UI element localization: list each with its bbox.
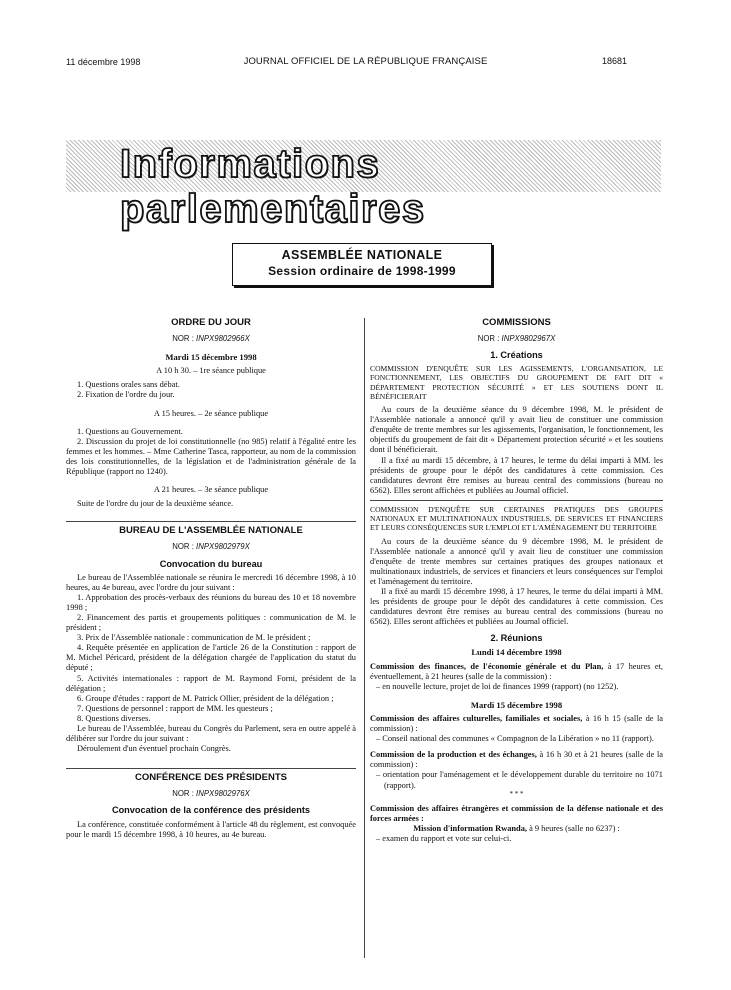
- production-item: – orientation pour l'aménagement et le développement durable du territoire no 1071 (rapport).: [376, 770, 663, 790]
- divider: [66, 521, 356, 522]
- culture-commission: [370, 714, 663, 734]
- bureau-subtitle: Convocation du bureau: [159, 558, 263, 569]
- mission-rwanda: [370, 824, 663, 834]
- header-journal-title: JOURNAL OFFICIEL DE LA RÉPUBLIQUE FRANÇAISE: [243, 56, 488, 67]
- nor-label: NOR :: [172, 334, 197, 344]
- commission-name: Commission de la production et des échanges,: [370, 750, 537, 760]
- enquete-2-text: Il a fixé au mardi 15 décembre 1998, à 17 heures, le terme du délai imparti à MM. les présidents de groupe pour le dépôt des candidatures à cette commission. Ces candidatures devront être remises au bureau central des commissions (bureau no 6562). Elles seront affichées et publiées au Journal officiel.: [370, 587, 663, 627]
- seance-3-text: Suite de l'ordre du jour de la deuxième séance.: [77, 499, 234, 509]
- commission-name: Commission des finances, de l'économie générale et du Plan,: [370, 661, 604, 671]
- conference-text: La conférence, constituée conformément à l'article 48 du règlement, est convoquée pour le mardi 15 décembre 1998, à 10 heures, au 4e bureau.: [66, 819, 356, 839]
- day-lundi: Lundi 14 décembre 1998: [471, 647, 562, 658]
- enquete-2-title: COMMISSION D'ENQUÊTE SUR CERTAINES PRATIQUES DES GROUPES NATIONAUX ET MULTINATIONAUX INDUSTRIELS, DE SERVICES ET FINANCIERS ET LEURS CONSÉQUENCES SUR L'EMPLOI ET L'AMÉNAGEMENT DU TERRITOIRE: [370, 504, 663, 533]
- assembly-title: ASSEMBLÉE NATIONALE: [281, 248, 443, 262]
- commissions-heading: COMMISSIONS: [482, 317, 551, 328]
- commission-time: à 17 heures et, éventuellement, à 21 heures (salle de la commission) :: [370, 661, 663, 681]
- enquete-1-title: COMMISSION D'ENQUÊTE SUR LES AGISSEMENTS, L'ORGANISATION, LE FONCTIONNEMENT, LES OBJECTIFS DU GROUPEMENT DE FAIT DIT « DÉPARTEMENT PROTECTION SÉCURITÉ » ET LES SOUTIENS DONT IL BÉNÉFICIERAIT: [370, 364, 663, 401]
- bureau-item: 6. Groupe d'études : rapport de M. Patrick Ollier, président de la délégation ;: [77, 693, 334, 703]
- conference-subtitle: Convocation de la conférence des présidents: [111, 805, 311, 816]
- commission-name: Commission des affaires culturelles, familiales et sociales,: [370, 713, 583, 723]
- bureau-item: 7. Questions de personnel : rapport de MM. les questeurs ;: [77, 703, 273, 713]
- column-divider: [364, 318, 365, 958]
- mission-name: Mission d'information Rwanda,: [413, 823, 527, 833]
- right-column: [370, 318, 663, 844]
- nor-code: INPX9802976X: [196, 789, 250, 799]
- nor-code: INPX9802979X: [196, 542, 250, 552]
- section-banner: [66, 140, 661, 231]
- session-title: Session ordinaire de 1998-1999: [268, 264, 456, 278]
- nor-label: NOR :: [172, 789, 197, 799]
- production-commission: [370, 750, 663, 770]
- nor-conference: [66, 789, 356, 799]
- foreign-defense-commission: Commission des affaires étrangères et commission de la défense nationale et des forces armées :: [370, 803, 663, 823]
- finance-commission: [370, 662, 663, 682]
- commission-time: à 16 h 15 (salle de la commission) :: [370, 713, 663, 734]
- page-header: [0, 55, 731, 69]
- bureau-outro: Le bureau de l'Assemblée, bureau du Congrès du Parlement, sera en outre appelé à délibérer sur l'ordre du jour suivant :: [66, 724, 356, 744]
- seance-3: A 21 heures. – 3e séance publique: [153, 485, 269, 495]
- seance-1-item: 1. Questions orales sans débat.: [77, 380, 180, 390]
- header-date: 11 décembre 1998: [66, 57, 141, 67]
- ordre-day: Mardi 15 décembre 1998: [165, 352, 257, 363]
- divider: [66, 768, 356, 769]
- separator-stars: * * *: [509, 789, 524, 798]
- culture-item: – Conseil national des communes « Compagnon de la Libération » no 11 (rapport).: [376, 734, 654, 744]
- assembly-title-box: [232, 243, 492, 286]
- bureau-item: 8. Questions diverses.: [77, 713, 151, 723]
- bureau-item: 1. Approbation des procès-verbaux des réunions du bureau des 10 et 18 novembre 1998 ;: [66, 592, 356, 612]
- bureau-item: 3. Prix de l'Assemblée nationale : communication de M. le président ;: [77, 633, 311, 643]
- nor-label: NOR :: [477, 334, 502, 344]
- day-mardi: Mardi 15 décembre 1998: [470, 699, 563, 710]
- seance-1: A 10 h 30. – 1re séance publique: [156, 366, 266, 376]
- nor-commissions: [370, 334, 663, 344]
- enquete-1-text: Il a fixé au mardi 15 décembre, à 17 heures, le terme du délai imparti à MM. les présidents de groupe pour le dépôt des candidatures à cette commission. Ces candidatures devront être remises au bureau central des commissions (bureau no 6562). Elles seront affichées et publiées au Journal officiel.: [370, 455, 663, 495]
- nor-code: INPX9802966X: [196, 334, 250, 344]
- nor-bureau: [66, 542, 356, 552]
- bureau-outro: Déroulement d'un éventuel prochain Congrès.: [77, 744, 231, 754]
- finance-item: – en nouvelle lecture, projet de loi de finances 1999 (rapport) (no 1252).: [376, 681, 619, 691]
- commission-time: à 16 h 30 et à 21 heures (salle de la commission) :: [370, 750, 663, 770]
- banner-title: Informations parlementaires: [120, 142, 426, 231]
- enquete-1-text: Au cours de la deuxième séance du 9 décembre 1998, M. le président de l'Assemblée nationale a annoncé qu'il y avait lieu de constituer une commission d'enquête de trente membres sur les agissements, l'organisation, le fonctionnement, les objectifs du groupement de fait dit « Département protection sécurité » et les soutiens dont il bénéficierait.: [370, 405, 663, 455]
- nor-label: NOR :: [172, 542, 197, 552]
- reunions-heading: 2. Réunions: [490, 633, 543, 644]
- nor-code: INPX9802967X: [501, 334, 556, 344]
- bureau-item: 4. Requête présentée en application de l'article 26 de la Constitution : rapport de M. Michel Péricard, président de la délégation chargée de l'application du statut du député ;: [66, 643, 356, 673]
- bureau-item: 5. Activités internationales : rapport de M. Raymond Forni, président de la délégation ;: [66, 673, 356, 693]
- seance-2: A 15 heures. – 2e séance publique: [153, 408, 269, 418]
- bureau-item: 2. Financement des partis et groupements politiques : communication de M. le président ;: [66, 612, 356, 633]
- bureau-heading: BUREAU DE L'ASSEMBLÉE NATIONALE: [119, 525, 303, 537]
- seance-1-item: 2. Fixation de l'ordre du jour.: [77, 390, 175, 400]
- mission-time: à 9 heures (salle no 6237) :: [526, 823, 620, 833]
- enquete-2-text: Au cours de la deuxième séance du 9 décembre 1998, M. le président de l'Assemblée nationale a annoncé qu'il y avait lieu de constituer une commission d'enquête de trente membres sur certaines pratiques des groupes nationaux et multinationaux industriels, de services et financiers et leurs conséquences sur l'emploi et l'aménagement du territoire.: [370, 536, 663, 586]
- nor-ordre: [66, 334, 356, 344]
- conference-heading: CONFÉRENCE DES PRÉSIDENTS: [134, 772, 288, 784]
- left-column: [66, 318, 356, 840]
- mission-item: – examen du rapport et vote sur celui-ci.: [376, 833, 512, 843]
- creations-heading: 1. Créations: [490, 350, 543, 361]
- ordre-du-jour-heading: ORDRE DU JOUR: [171, 317, 251, 328]
- bureau-intro: Le bureau de l'Assemblée nationale se réunira le mercredi 16 décembre 1998, à 10 heures, au 4e bureau, avec l'ordre du jour suivant :: [66, 572, 356, 592]
- divider: [370, 500, 663, 501]
- seance-2-item: 2. Discussion du projet de loi constitutionnelle (no 985) relatif à l'égalité entre les femmes et les hommes. – Mme Catherine Tasca, rapporteur, au nom de la commission des lois constitutionnelles, de la législation et de l'administration générale de la République (rapport no 1240).: [66, 436, 356, 477]
- bureau-items: [66, 593, 356, 724]
- seance-2-item: 1. Questions au Gouvernement.: [77, 426, 183, 436]
- header-page-number: 18681: [601, 56, 627, 66]
